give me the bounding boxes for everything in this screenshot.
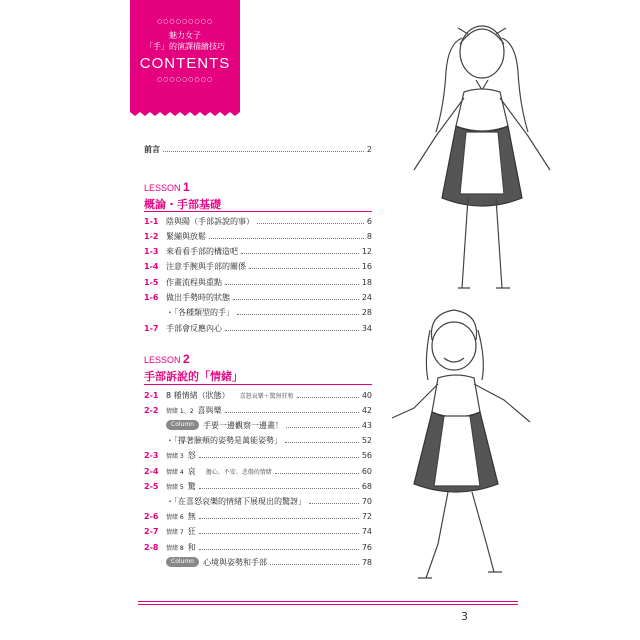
lesson2-label [144, 352, 190, 366]
toc-row-page: 60 [361, 466, 372, 476]
toc-row-title: 緊繃與放鬆 [166, 231, 206, 241]
toc-row-page: 42 [361, 405, 372, 415]
toc-row-title: 無 [187, 512, 196, 522]
toc-row[interactable] [144, 465, 372, 477]
dot-leader [237, 314, 359, 315]
dot-leader [199, 457, 359, 458]
maid-illustration-bottom [388, 300, 558, 590]
lesson1-title: 概論・手部基礎 [144, 198, 221, 211]
toc-row-title: ・「各種類型的手」 [166, 308, 234, 318]
toc-row-title: 驚 [187, 481, 196, 491]
toc-row[interactable] [144, 556, 372, 568]
toc-row[interactable] [144, 480, 372, 492]
toc-row[interactable] [144, 526, 372, 538]
toc-row[interactable] [144, 230, 372, 242]
preface-page: 2 [366, 144, 372, 154]
toc-row[interactable] [144, 307, 372, 319]
toc-row-page: 28 [361, 308, 372, 318]
toc-row[interactable] [144, 215, 372, 227]
lesson2-underline [144, 384, 372, 385]
toc-row-page: 16 [361, 262, 372, 272]
toc-row-page: 76 [361, 542, 372, 552]
footer-rule [138, 601, 518, 607]
maid-illustration-top [392, 8, 572, 308]
lesson2-word: LESSON [144, 355, 181, 365]
toc-row-page: 56 [361, 451, 372, 461]
toc-row-number: 1-6 [144, 293, 159, 302]
toc-row-page: 78 [361, 557, 372, 567]
toc-row[interactable] [144, 246, 372, 258]
dot-leader [275, 473, 359, 474]
toc-row[interactable] [144, 511, 372, 523]
lesson1-label [144, 180, 190, 194]
banner-dots-bottom: ○○○○○○○○○ [156, 76, 214, 83]
toc-row-page: 8 [366, 231, 372, 241]
emotion-badge: 情緒 8 [166, 544, 184, 552]
banner-heading: CONTENTS [139, 55, 231, 72]
preface-title: 前言 [144, 144, 160, 154]
dot-leader [209, 238, 364, 239]
toc-row-title: 作畫流程與重點 [166, 277, 222, 287]
toc-row-number: 1-2 [144, 231, 159, 241]
toc-row-page: 34 [361, 323, 372, 333]
lesson1-underline [144, 211, 372, 212]
toc-row-number: 2-7 [144, 527, 159, 537]
emotion-badge: 情緒 6 [166, 514, 184, 522]
toc-row-number: 1-7 [144, 323, 159, 333]
toc-row-title: 怒 [187, 451, 196, 461]
toc-row-number: 2-5 [144, 481, 159, 491]
toc-row-page: 74 [361, 527, 372, 537]
lesson2-title: 手部訴說的「情緒」 [144, 370, 243, 383]
dot-leader [163, 151, 364, 152]
dot-leader [249, 268, 359, 269]
banner-subtitle-2: 「手」的演譯描繪技巧 [145, 42, 225, 51]
toc-row-title: 心境與姿勢和手部 [202, 557, 267, 567]
toc-row-title: 狂 [187, 527, 196, 537]
toc-row-page: 12 [361, 247, 372, 257]
emotion-badge: 情緒 1、2 [166, 407, 194, 415]
toc-row[interactable] [144, 276, 372, 288]
dot-leader [199, 518, 359, 519]
dot-leader [199, 488, 359, 489]
toc-row-number: 1-4 [144, 262, 159, 272]
toc-row[interactable] [144, 450, 372, 462]
column-pill: Column [166, 420, 199, 430]
banner-dots-top: ○○○○○○○○○ [156, 18, 214, 25]
toc-row-title: 喜與樂 [197, 405, 222, 415]
toc-row-page: 52 [361, 436, 372, 446]
toc-row[interactable] [144, 292, 372, 304]
toc-row-page: 6 [366, 216, 372, 226]
toc-preface[interactable] [144, 143, 372, 155]
toc-row-title: 注意手腕與手部的關係 [166, 262, 246, 272]
dot-leader [257, 223, 364, 224]
toc-row[interactable] [144, 322, 372, 334]
toc-row-title: 手部會反應內心 [166, 323, 222, 333]
toc-row[interactable] [144, 541, 372, 553]
emotion-badge: 情緒 4 [166, 468, 184, 476]
toc-row-number: 1-5 [144, 277, 159, 287]
toc-row-title: ・「撐著臉頰的姿勢是萬能姿勢」 [166, 436, 282, 446]
dot-leader [233, 299, 359, 300]
dot-leader [241, 253, 359, 254]
dot-leader [225, 330, 359, 331]
toc-row-note: 喜怒哀樂＋驚無狂和 [239, 392, 294, 400]
toc-row[interactable] [144, 404, 372, 416]
table-of-contents [144, 0, 372, 600]
dot-leader [285, 442, 359, 443]
toc-row-number: 2-3 [144, 451, 159, 461]
banner-subtitle-1: 魅力女子 [169, 31, 201, 40]
toc-row-page: 43 [361, 420, 372, 430]
toc-row-number: 1-3 [144, 247, 159, 257]
toc-row-page: 40 [361, 390, 372, 400]
toc-row-title: 陰與陽（手部訴說的事） [166, 216, 254, 226]
toc-row[interactable] [144, 261, 372, 273]
toc-row-page: 70 [361, 496, 372, 506]
lesson2-number: 2 [183, 352, 190, 366]
toc-row-page: 72 [361, 512, 372, 522]
dot-leader [225, 284, 359, 285]
toc-row-page: 68 [361, 481, 372, 491]
toc-row-note: 擔心、不安、悲傷的情緒 [205, 468, 272, 476]
toc-row-title: 做出手勢時的狀態 [166, 293, 230, 302]
page-number: 3 [461, 610, 468, 623]
dot-leader [297, 397, 359, 398]
toc-row-title: 來看看手部的構造吧 [166, 247, 238, 257]
toc-row-number: 2-2 [144, 405, 159, 415]
toc-row-page: 18 [361, 277, 372, 287]
toc-row-title: 哀 [187, 466, 196, 476]
emotion-badge: 情緒 7 [166, 529, 184, 537]
dot-leader [199, 549, 359, 550]
column-pill: Column [166, 557, 199, 567]
dot-leader [199, 533, 359, 534]
dot-leader [286, 427, 359, 428]
toc-row-number: 2-1 [144, 390, 159, 400]
toc-row-number: 2-6 [144, 512, 159, 522]
toc-row[interactable] [144, 419, 372, 431]
toc-row-title: 手要一邊觀察一邊畫！ [202, 420, 283, 430]
toc-row[interactable] [144, 435, 372, 447]
toc-row[interactable] [144, 389, 372, 401]
toc-row-page: 24 [361, 293, 372, 302]
emotion-badge: 情緒 3 [166, 453, 184, 461]
toc-row-number: 2-4 [144, 466, 159, 476]
dot-leader [270, 564, 359, 565]
toc-row-number: 1-1 [144, 216, 159, 226]
emotion-badge: 情緒 5 [166, 483, 184, 491]
toc-row-title: 和 [187, 542, 196, 552]
dot-leader [225, 412, 359, 413]
toc-row[interactable] [144, 495, 372, 507]
toc-row-number: 2-8 [144, 542, 159, 552]
lesson1-word: LESSON [144, 183, 181, 193]
toc-row-title: 8 種情緒（狀態） [166, 390, 230, 400]
lesson1-number: 1 [183, 180, 190, 194]
toc-row-title: ・「在喜怒哀樂的情緒下展現出的驚訝」 [166, 496, 306, 506]
dot-leader [309, 503, 359, 504]
